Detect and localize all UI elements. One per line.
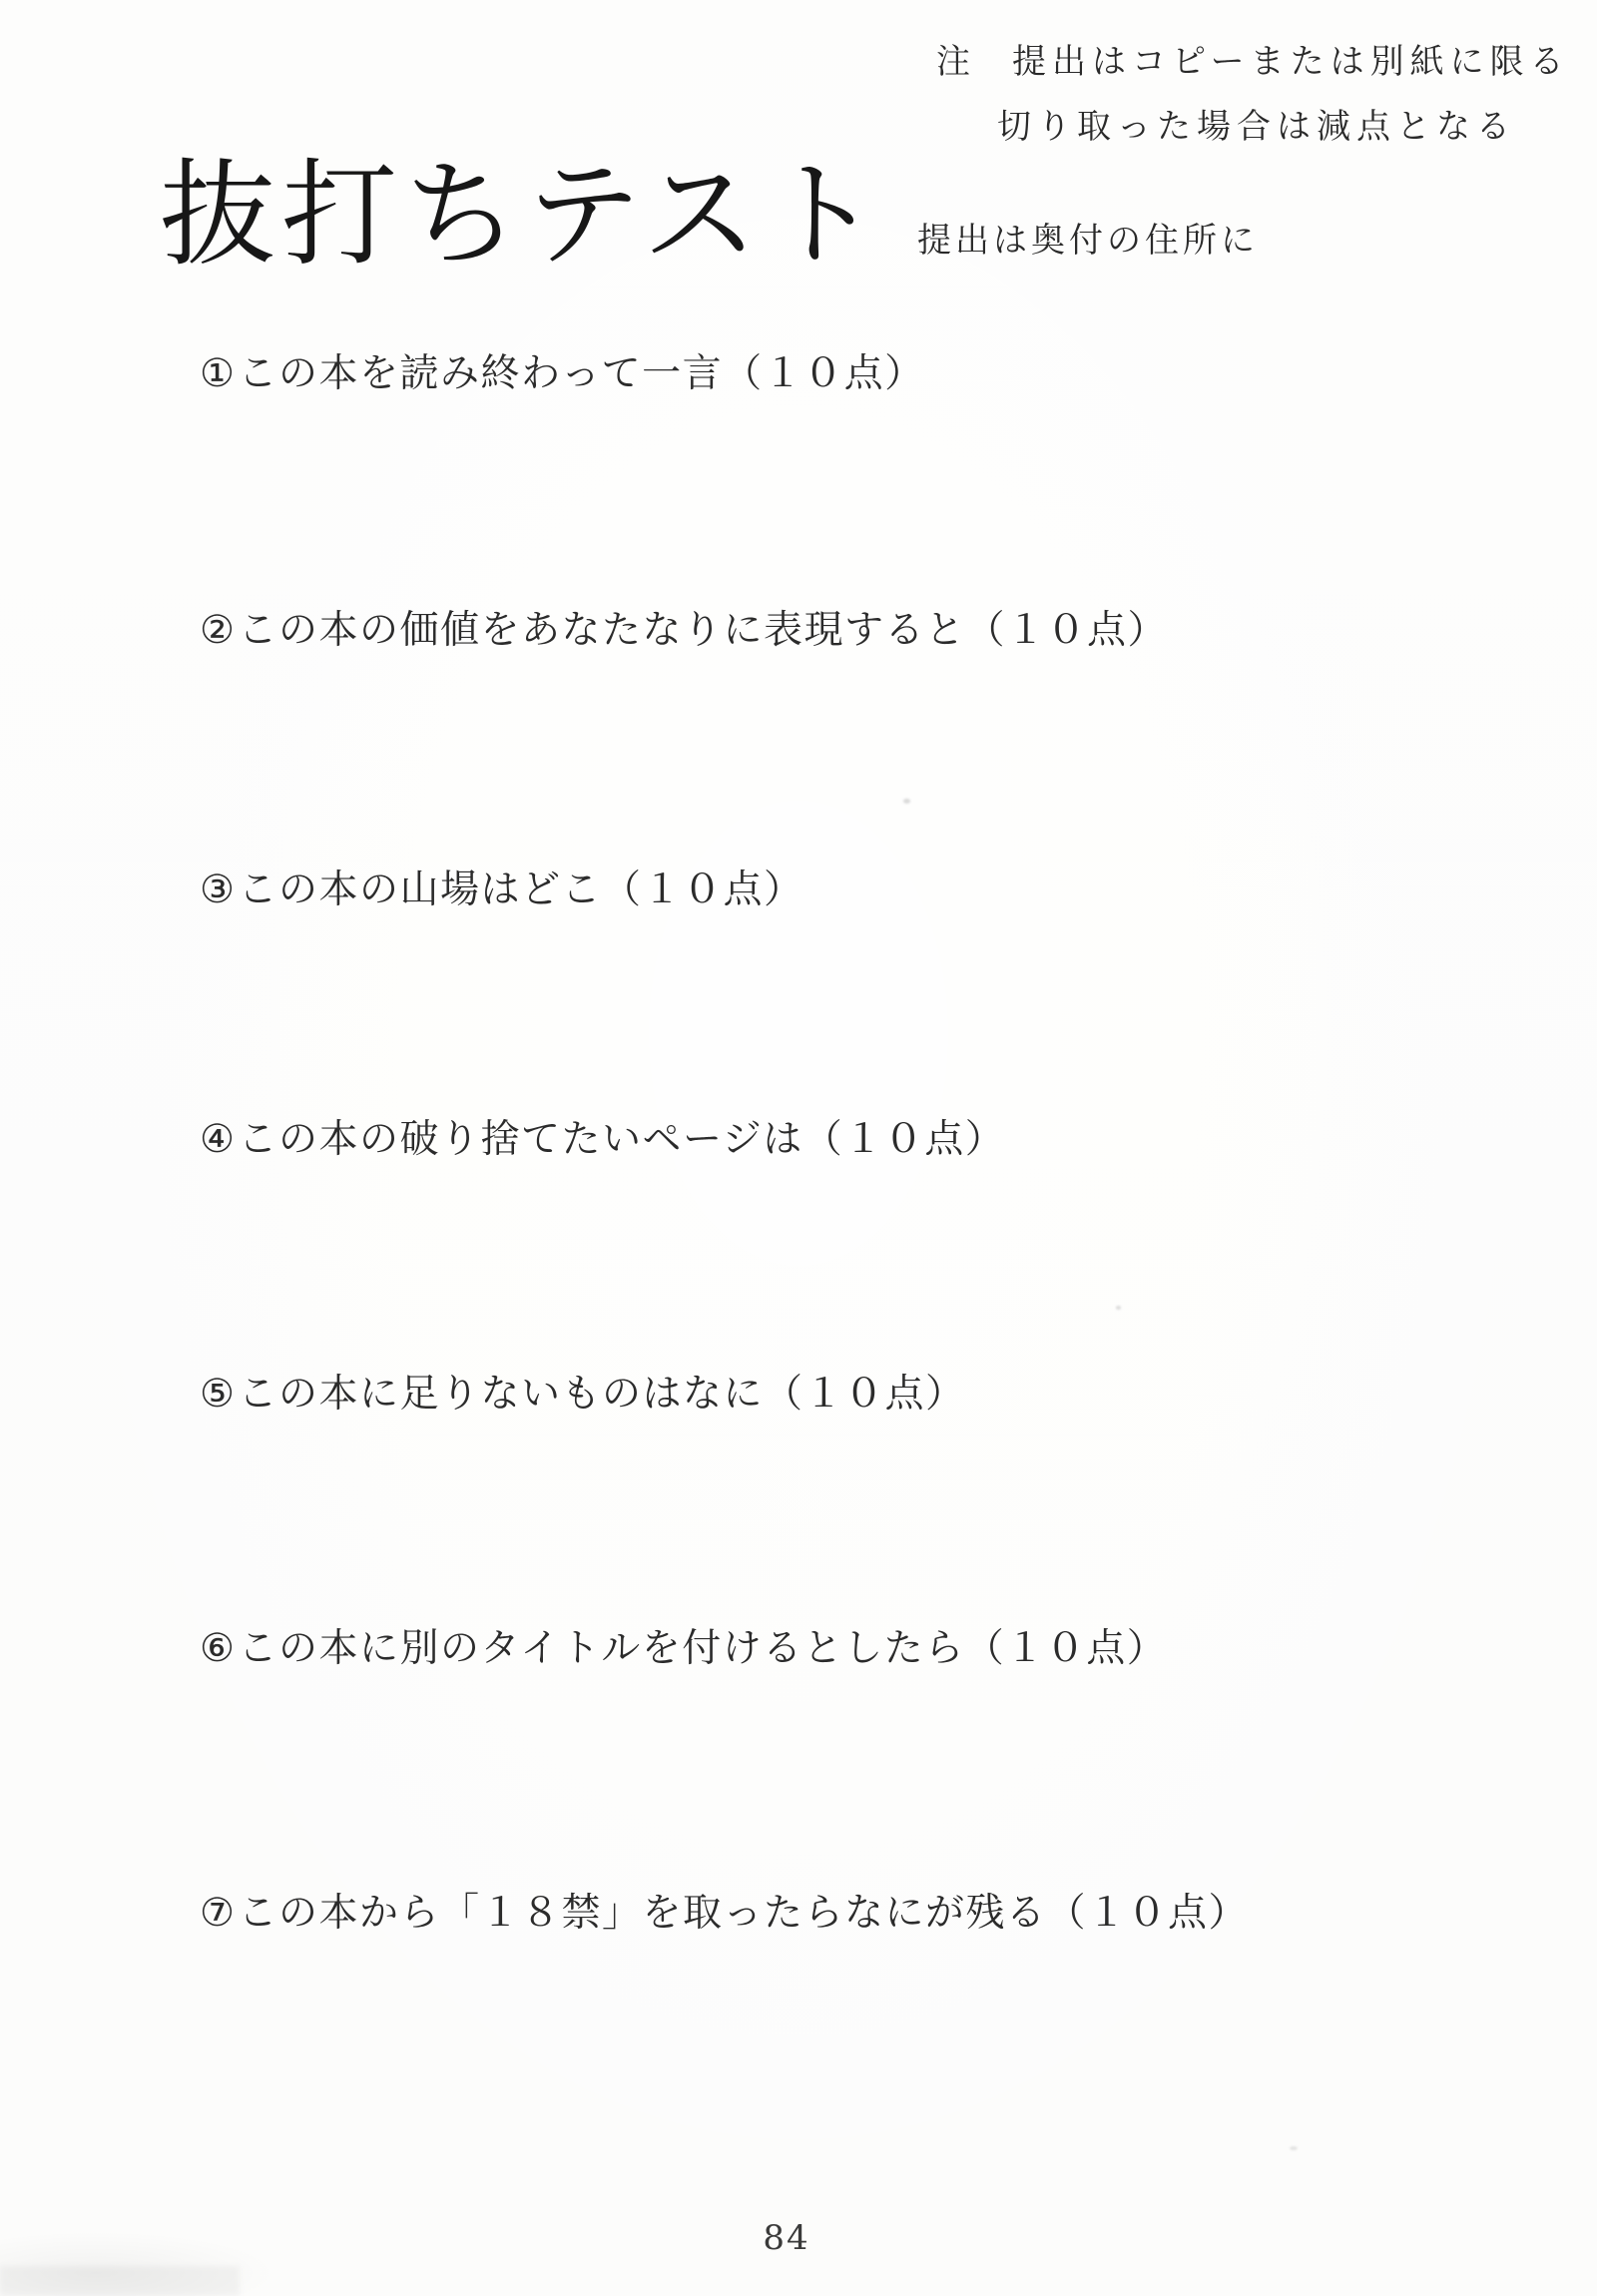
question-number: ③ [200, 867, 237, 912]
question-points: （１０点） [802, 1117, 1006, 1162]
page-number: 84 [763, 2218, 810, 2258]
question-number: ⑦ [200, 1891, 237, 1936]
note-marker: 注 [936, 42, 976, 82]
question-item-3 [200, 859, 804, 914]
question-text: この本を読み終わって一言 [238, 351, 724, 396]
question-number: ④ [200, 1117, 237, 1162]
page-title: 抜打ちテスト [160, 148, 886, 283]
question-text: この本の破り捨てたいページは [238, 1117, 803, 1162]
question-item-2 [200, 599, 1168, 655]
question-item-7 [200, 1882, 1249, 1938]
question-text: この本の山場はどこ [238, 867, 602, 912]
note-line-1 [936, 34, 1570, 83]
scan-smudge [0, 2266, 240, 2296]
question-number: ② [200, 608, 237, 653]
scan-speck [1116, 1306, 1121, 1310]
question-item-1 [200, 342, 925, 398]
question-number: ⑥ [200, 1626, 237, 1671]
question-points: （１０点） [763, 1372, 966, 1417]
question-points: （１０点） [723, 351, 925, 396]
submission-note: 提出は奥付の住所に [917, 221, 1259, 261]
note-line-1-text: 提出はコピーまたは別紙に限る [1012, 42, 1570, 82]
note-line-2 [997, 99, 1516, 148]
question-number: ⑤ [200, 1372, 237, 1417]
question-number: ① [200, 351, 237, 396]
scan-speck [903, 799, 910, 804]
question-points: （１０点） [1046, 1891, 1249, 1936]
question-item-5 [200, 1363, 966, 1419]
question-item-4 [200, 1108, 1005, 1164]
question-text: この本の価値をあなたなりに表現すると [238, 608, 966, 653]
question-item-6 [200, 1617, 1167, 1673]
question-text: この本に別のタイトルを付けるとしたら [238, 1626, 965, 1671]
question-points: （１０点） [965, 608, 1168, 653]
question-points: （１０点） [964, 1626, 1168, 1671]
note-line-2-text: 切り取った場合は減点となる [997, 107, 1516, 147]
question-text: この本に足りないものはなに [238, 1372, 764, 1417]
question-points: （１０点） [601, 867, 804, 912]
question-text: この本から「１８禁」を取ったらなにが残る [238, 1891, 1047, 1936]
scan-speck [1290, 2146, 1298, 2150]
